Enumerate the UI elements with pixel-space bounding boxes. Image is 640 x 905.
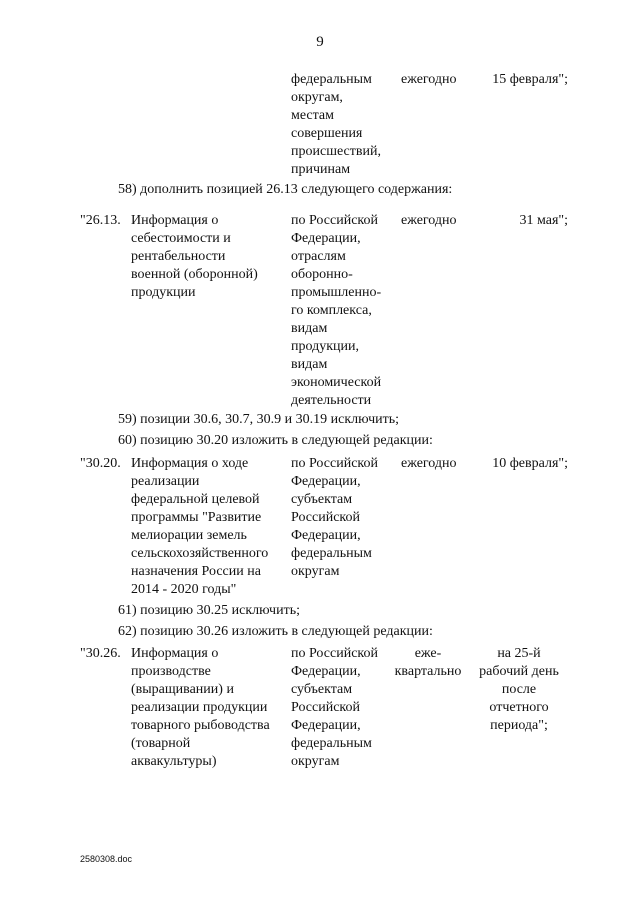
paragraph-60: 60) позицию 30.20 изложить в следующей редакции: — [118, 433, 433, 448]
footer-filename: 2580308.doc — [80, 854, 133, 864]
frequency-cell: ежегодно — [401, 72, 457, 87]
position-number: "30.26. — [80, 646, 121, 661]
area-cell: по Российской Федерации, субъектам Российской Федерации, федеральным округам — [291, 646, 378, 769]
paragraph-62: 62) позицию 30.26 изложить в следующей редакции: — [118, 624, 433, 639]
frequency-cell: еже- квартально — [394, 646, 462, 679]
date-cell: 15 февраля"; — [492, 72, 568, 87]
area-cell: федеральным округам, местам совершения происшествий, причинам — [291, 72, 381, 177]
page-number: 9 — [316, 34, 324, 50]
frequency-cell: ежегодно — [401, 456, 457, 471]
date-cell: на 25-й рабочий день после отчетного периода"; — [479, 646, 559, 733]
name-cell: Информация о ходе реализации федеральной целевой программы "Развитие мелиорации земель сельскохозяйственного назначения России на 2014 - 2020 годы" — [131, 456, 269, 597]
frequency-cell: ежегодно — [401, 213, 457, 228]
paragraph-61: 61) позицию 30.25 исключить; — [118, 603, 300, 618]
date-cell: 31 мая"; — [519, 213, 568, 228]
area-cell: по Российской Федерации, субъектам Российской Федерации, федеральным округам — [291, 456, 378, 579]
paragraph-59: 59) позиции 30.6, 30.7, 30.9 и 30.19 исключить; — [118, 412, 399, 427]
date-cell: 10 февраля"; — [492, 456, 568, 471]
position-number: "30.20. — [80, 456, 121, 471]
name-cell: Информация о себестоимости и рентабельности военной (оборонной) продукции — [131, 213, 258, 300]
name-cell: Информация о производстве (выращивании) и реализации продукции товарного рыбоводства (товарной аквакультуры) — [131, 646, 270, 769]
position-number: "26.13. — [80, 213, 121, 228]
paragraph-58: 58) дополнить позицией 26.13 следующего содержания: — [118, 182, 453, 197]
area-cell: по Российской Федерации, отраслям оборонно- промышленно- го комплекса, видам продукции, видам экономической деятельности — [291, 213, 382, 408]
